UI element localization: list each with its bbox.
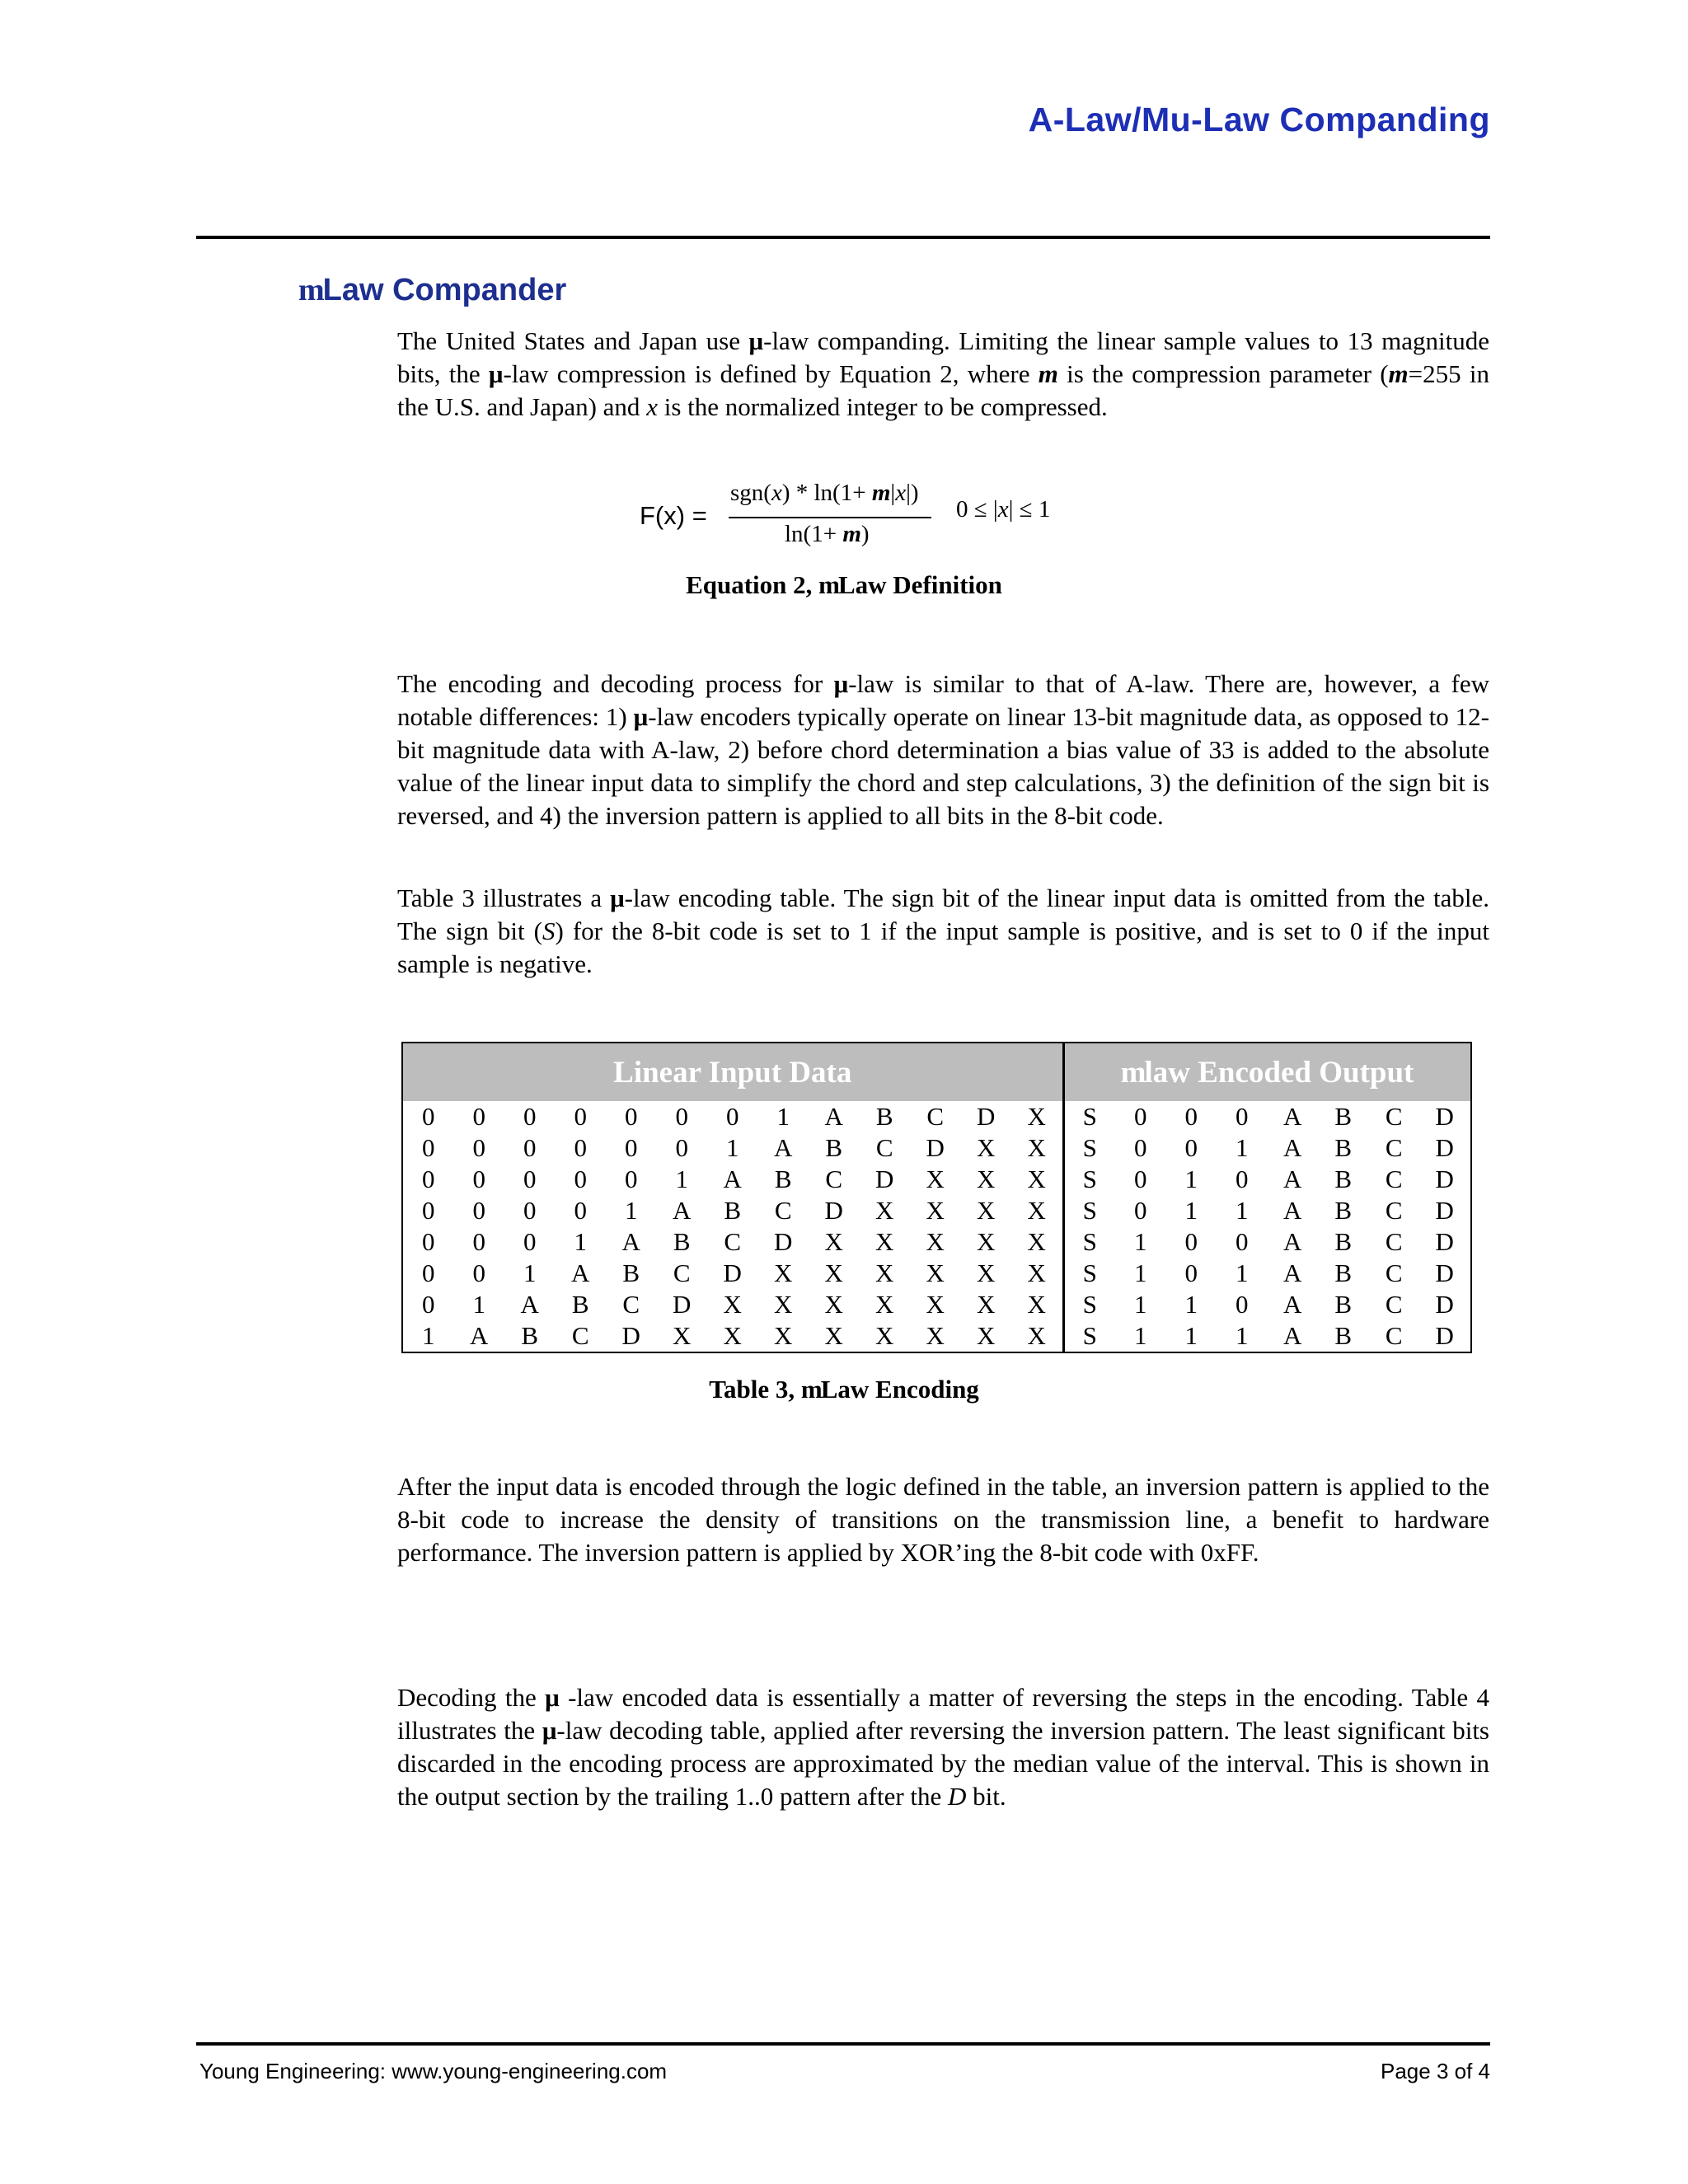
table-header-encoded-output-text: law Encoded Output xyxy=(1144,1055,1414,1090)
table-cell-input: D xyxy=(774,1227,793,1256)
table-cell-output: S xyxy=(1063,1132,1115,1164)
table-cell-input: A xyxy=(774,1133,793,1162)
document-header-title: A-Law/Mu-Law Companding xyxy=(1028,101,1490,138)
table-cell-input: 0 xyxy=(472,1102,485,1131)
table-cell-input: D xyxy=(673,1290,692,1319)
table-cell-output: C xyxy=(1385,1133,1403,1162)
table-cell-input: X xyxy=(875,1321,894,1350)
equation-caption xyxy=(0,570,1688,600)
table-caption-suffix: Law Encoding xyxy=(820,1375,979,1404)
table-cell-input: X xyxy=(723,1321,742,1350)
table-cell-input: X xyxy=(1027,1321,1046,1350)
table-cell-input: X xyxy=(1027,1290,1046,1319)
table-cell-input: A xyxy=(470,1321,489,1350)
table-cell-input: D xyxy=(824,1196,843,1225)
table-cell-input: 0 xyxy=(675,1102,688,1131)
table-cell-input: 0 xyxy=(422,1165,435,1193)
table-cell-input: X xyxy=(926,1196,945,1225)
table-cell-input: 1 xyxy=(472,1290,485,1319)
table-cell-input: X xyxy=(774,1258,793,1287)
table-cell-input: 1 xyxy=(675,1165,688,1193)
table-cell-output: C xyxy=(1385,1227,1403,1256)
paragraph-table-intro: Table 3 illustrates a μ-law encoding table. The sign bit of the linear input data is omitted from the table. The sign bit (S) for the 8-bit code is set to 1 if the input sample is positive, and is set to 0 if the input sample is negative. xyxy=(397,883,1489,978)
table-cell-output: A xyxy=(1283,1290,1302,1319)
table-cell-input: D xyxy=(875,1165,894,1193)
table-cell-output: 0 xyxy=(1184,1227,1198,1256)
table-cell-input: X xyxy=(1027,1133,1046,1162)
table-cell-output: S xyxy=(1063,1195,1115,1226)
table-cell-output: B xyxy=(1334,1165,1353,1193)
table-cell-output: 0 xyxy=(1184,1102,1198,1131)
equation-fraction-bar xyxy=(729,517,931,518)
table-cell-input: X xyxy=(774,1321,793,1350)
table-cell-input: A xyxy=(571,1258,590,1287)
table-header-linear-input: Linear Input Data xyxy=(402,1043,1063,1101)
table-cell-input: C xyxy=(926,1102,945,1131)
table-cell-input: 1 xyxy=(726,1133,739,1162)
table-cell-output: 0 xyxy=(1134,1133,1147,1162)
table-cell-input: 0 xyxy=(523,1165,537,1193)
table-cell-input: X xyxy=(977,1227,996,1256)
equation-denominator: ln(1+ m) xyxy=(785,521,870,547)
table-cell-input: 1 xyxy=(625,1196,638,1225)
paragraph-inversion-pattern: After the input data is encoded through the logic defined in the table, an inversion pattern is applied to the 8-bit code to increase the density of transitions on the transmission line, a benefit to hardware performance. The inversion pattern is applied by XOR’ing the 8-bit code with 0xFF. xyxy=(397,1472,1489,1567)
footer-page-number: Page 3 of 4 xyxy=(1381,2059,1490,2083)
table-cell-output: D xyxy=(1435,1133,1454,1162)
table-cell-output: D xyxy=(1435,1258,1454,1287)
table-cell-input: A xyxy=(723,1165,742,1193)
table-cell-input: B xyxy=(673,1227,691,1256)
table-cell-output: S xyxy=(1063,1226,1115,1258)
table-cell-input: X xyxy=(875,1196,894,1225)
table-cell-input: C xyxy=(724,1227,742,1256)
table-caption xyxy=(0,1375,1688,1404)
table-cell-input: A xyxy=(621,1227,640,1256)
footer-company: Young Engineering: www.young-engineering.com xyxy=(199,2059,668,2083)
table-cell-input: X xyxy=(1027,1102,1046,1131)
equation-numerator: sgn(x) * ln(1+ m|x|) xyxy=(730,480,919,506)
table-cell-output: 0 xyxy=(1134,1102,1147,1131)
table-cell-input: 0 xyxy=(422,1196,435,1225)
table-cell-input: A xyxy=(824,1102,843,1131)
table-cell-input: X xyxy=(977,1290,996,1319)
table-cell-input: B xyxy=(521,1321,539,1350)
table-cell-output: C xyxy=(1385,1102,1403,1131)
mu-symbol: m xyxy=(800,1375,821,1404)
table-cell-output: D xyxy=(1435,1102,1454,1131)
table-cell-input: 0 xyxy=(472,1165,485,1193)
table-cell-output: D xyxy=(1435,1290,1454,1319)
table-cell-output: A xyxy=(1283,1196,1302,1225)
table-cell-input: 0 xyxy=(422,1133,435,1162)
equation-caption-suffix: Law Definition xyxy=(837,570,1002,599)
table-cell-input: C xyxy=(875,1133,893,1162)
table-cell-output: B xyxy=(1334,1133,1353,1162)
table-cell-input: X xyxy=(673,1321,692,1350)
table-cell-input: X xyxy=(824,1321,843,1350)
table-cell-output: 1 xyxy=(1134,1290,1147,1319)
table-header-row xyxy=(402,1043,1471,1101)
table-cell-input: X xyxy=(774,1290,793,1319)
table-cell-input: D xyxy=(977,1102,996,1131)
table-cell-output: C xyxy=(1385,1290,1403,1319)
table-cell-output: D xyxy=(1435,1196,1454,1225)
table-cell-output: A xyxy=(1283,1258,1302,1287)
table-row xyxy=(402,1101,1471,1132)
table-cell-output: A xyxy=(1283,1165,1302,1193)
table-cell-output: 0 xyxy=(1134,1165,1147,1193)
table-cell-output: S xyxy=(1063,1101,1115,1132)
table-cell-output: S xyxy=(1063,1320,1115,1352)
encoding-table xyxy=(401,1042,1472,1353)
table-cell-input: X xyxy=(1027,1196,1046,1225)
table-cell-output: 0 xyxy=(1184,1133,1198,1162)
table-cell-output: S xyxy=(1063,1289,1115,1320)
table-cell-output: C xyxy=(1385,1321,1403,1350)
footer-rule xyxy=(196,2042,1490,2046)
table-cell-input: 0 xyxy=(523,1102,537,1131)
table-cell-input: 1 xyxy=(574,1227,587,1256)
table-cell-input: X xyxy=(875,1258,894,1287)
table-cell-output: D xyxy=(1435,1227,1454,1256)
table-cell-input: 0 xyxy=(422,1227,435,1256)
table-row xyxy=(402,1195,1471,1226)
table-cell-input: X xyxy=(977,1321,996,1350)
equation-lhs: F(x) = xyxy=(640,501,707,530)
table-cell-input: X xyxy=(875,1290,894,1319)
table-cell-output: 0 xyxy=(1236,1227,1249,1256)
table-cell-input: X xyxy=(926,1321,945,1350)
table-cell-input: 1 xyxy=(776,1102,790,1131)
table-cell-input: X xyxy=(977,1258,996,1287)
table-cell-input: X xyxy=(824,1258,843,1287)
table-cell-input: B xyxy=(622,1258,640,1287)
table-cell-output: 1 xyxy=(1134,1321,1147,1350)
table-cell-input: 1 xyxy=(523,1258,537,1287)
table-cell-input: X xyxy=(977,1165,996,1193)
table-cell-output: 1 xyxy=(1134,1258,1147,1287)
table-cell-output: B xyxy=(1334,1102,1353,1131)
table-cell-input: C xyxy=(774,1196,792,1225)
table-cell-output: 1 xyxy=(1236,1133,1249,1162)
table-caption-prefix: Table 3, xyxy=(709,1375,801,1404)
table-cell-input: X xyxy=(824,1290,843,1319)
table-cell-input: X xyxy=(1027,1227,1046,1256)
table-cell-input: 0 xyxy=(472,1227,485,1256)
table-cell-input: B xyxy=(571,1290,589,1319)
table-cell-input: 0 xyxy=(675,1133,688,1162)
table-cell-output: A xyxy=(1283,1133,1302,1162)
table-cell-input: 1 xyxy=(422,1321,435,1350)
table-cell-input: X xyxy=(1027,1165,1046,1193)
table-cell-output: B xyxy=(1334,1290,1353,1319)
table-cell-input: 0 xyxy=(523,1227,537,1256)
table-cell-input: X xyxy=(926,1227,945,1256)
table-cell-input: B xyxy=(825,1133,843,1162)
table-cell-input: 0 xyxy=(422,1290,435,1319)
equation-caption-prefix: Equation 2, xyxy=(686,570,819,599)
paragraph-decoding: Decoding the μ -law encoded data is essentially a matter of reversing the steps in the encoding. Table 4 illustrates the μ-law decoding table, applied after reversing the inversion pattern. The least significant bits discarded in the encoding process are approximated by the median value of the interval. This is shown in the output section by the trailing 1..0 pattern after the D bit. xyxy=(397,1683,1490,1811)
table-cell-input: C xyxy=(622,1290,640,1319)
table-cell-output: 1 xyxy=(1236,1258,1249,1287)
table-cell-input: X xyxy=(824,1227,843,1256)
table-cell-output: 1 xyxy=(1184,1290,1198,1319)
table-cell-input: X xyxy=(926,1290,945,1319)
table-row xyxy=(402,1258,1471,1289)
table-cell-output: 1 xyxy=(1184,1196,1198,1225)
table-cell-input: B xyxy=(875,1102,893,1131)
table-row xyxy=(402,1132,1471,1164)
table-cell-output: 1 xyxy=(1236,1196,1249,1225)
table-cell-output: B xyxy=(1334,1227,1353,1256)
table-cell-input: 0 xyxy=(472,1196,485,1225)
table-cell-output: 1 xyxy=(1134,1227,1147,1256)
table-cell-input: 0 xyxy=(523,1196,537,1225)
table-cell-input: B xyxy=(774,1165,792,1193)
table-cell-input: 0 xyxy=(574,1102,587,1131)
table-cell-output: C xyxy=(1385,1165,1403,1193)
table-cell-input: X xyxy=(1027,1258,1046,1287)
table-cell-input: X xyxy=(977,1196,996,1225)
paragraph-intro: The United States and Japan use μ-law companding. Limiting the linear sample values to 13 magnitude bits, the μ-law compression is defined by Equation 2, where m is the compression parameter (m=255 in the U.S. and Japan) and x is the normalized integer to be compressed. xyxy=(397,326,1489,421)
table-row xyxy=(402,1289,1471,1320)
section-title xyxy=(298,272,566,308)
table-cell-input: 0 xyxy=(726,1102,739,1131)
table-cell-output: D xyxy=(1435,1165,1454,1193)
table-cell-input: A xyxy=(520,1290,539,1319)
table-cell-output: C xyxy=(1385,1196,1403,1225)
paragraph-encoding-differences: The encoding and decoding process for μ-law is similar to that of A-law. There are, however, a few notable differences: 1) μ-law encoders typically operate on linear 13-bit magnitude data, as opposed to 12-bit magnitude data with A-law, 2) before chord determination a bias value of 33 is added to the absolute value of the linear input data to simplify the chord and step calculations, 3) the definition of the sign bit is reversed, and 4) the inversion pattern is applied to all bits in the 8-bit code. xyxy=(397,669,1489,830)
table-cell-input: 0 xyxy=(574,1133,587,1162)
table-cell-input: 0 xyxy=(574,1165,587,1193)
table-cell-output: 1 xyxy=(1184,1321,1198,1350)
table-cell-output: 1 xyxy=(1236,1321,1249,1350)
equation-range: 0 ≤ |x| ≤ 1 xyxy=(956,496,1051,523)
table-cell-output: A xyxy=(1283,1102,1302,1131)
table-cell-input: 0 xyxy=(472,1258,485,1287)
table-cell-input: D xyxy=(723,1258,742,1287)
mu-symbol: m xyxy=(1120,1055,1145,1090)
table-cell-input: D xyxy=(926,1133,945,1162)
table-cell-input: 0 xyxy=(625,1102,638,1131)
table-cell-input: C xyxy=(673,1258,691,1287)
table-cell-input: X xyxy=(926,1258,945,1287)
table-cell-input: 0 xyxy=(523,1133,537,1162)
table-cell-output: 0 xyxy=(1236,1165,1249,1193)
section-title-text: Law Compander xyxy=(322,273,567,307)
table-cell-input: X xyxy=(977,1133,996,1162)
table-row xyxy=(402,1164,1471,1195)
table-row xyxy=(402,1226,1471,1258)
table-cell-output: A xyxy=(1283,1227,1302,1256)
table-cell-input: 0 xyxy=(472,1133,485,1162)
table-header-encoded-output xyxy=(1063,1043,1471,1101)
table-cell-output: 0 xyxy=(1134,1196,1147,1225)
table-cell-input: X xyxy=(723,1290,742,1319)
table-cell-output: B xyxy=(1334,1321,1353,1350)
table-cell-input: D xyxy=(621,1321,640,1350)
table-cell-input: X xyxy=(875,1227,894,1256)
table-cell-output: 1 xyxy=(1184,1165,1198,1193)
mu-symbol: m xyxy=(818,570,838,599)
table-cell-output: 0 xyxy=(1236,1290,1249,1319)
table-row xyxy=(402,1320,1471,1352)
table-body xyxy=(402,1101,1471,1352)
table-cell-output: S xyxy=(1063,1164,1115,1195)
table-cell-input: 0 xyxy=(574,1196,587,1225)
table-cell-input: 0 xyxy=(625,1133,638,1162)
table-cell-output: B xyxy=(1334,1258,1353,1287)
table-cell-output: C xyxy=(1385,1258,1403,1287)
table-cell-input: X xyxy=(926,1165,945,1193)
table-cell-input: 0 xyxy=(625,1165,638,1193)
table-cell-input: C xyxy=(825,1165,843,1193)
table-cell-input: 0 xyxy=(422,1102,435,1131)
table-cell-input: C xyxy=(571,1321,589,1350)
table-cell-input: B xyxy=(724,1196,742,1225)
mu-symbol: m xyxy=(298,273,323,307)
table-cell-output: S xyxy=(1063,1258,1115,1289)
table-cell-output: 0 xyxy=(1184,1258,1198,1287)
header-rule xyxy=(196,236,1490,239)
table-cell-input: A xyxy=(673,1196,692,1225)
table-cell-output: A xyxy=(1283,1321,1302,1350)
table-cell-output: D xyxy=(1435,1321,1454,1350)
table-cell-output: 0 xyxy=(1236,1102,1249,1131)
table-cell-input: 0 xyxy=(422,1258,435,1287)
table-cell-output: B xyxy=(1334,1196,1353,1225)
